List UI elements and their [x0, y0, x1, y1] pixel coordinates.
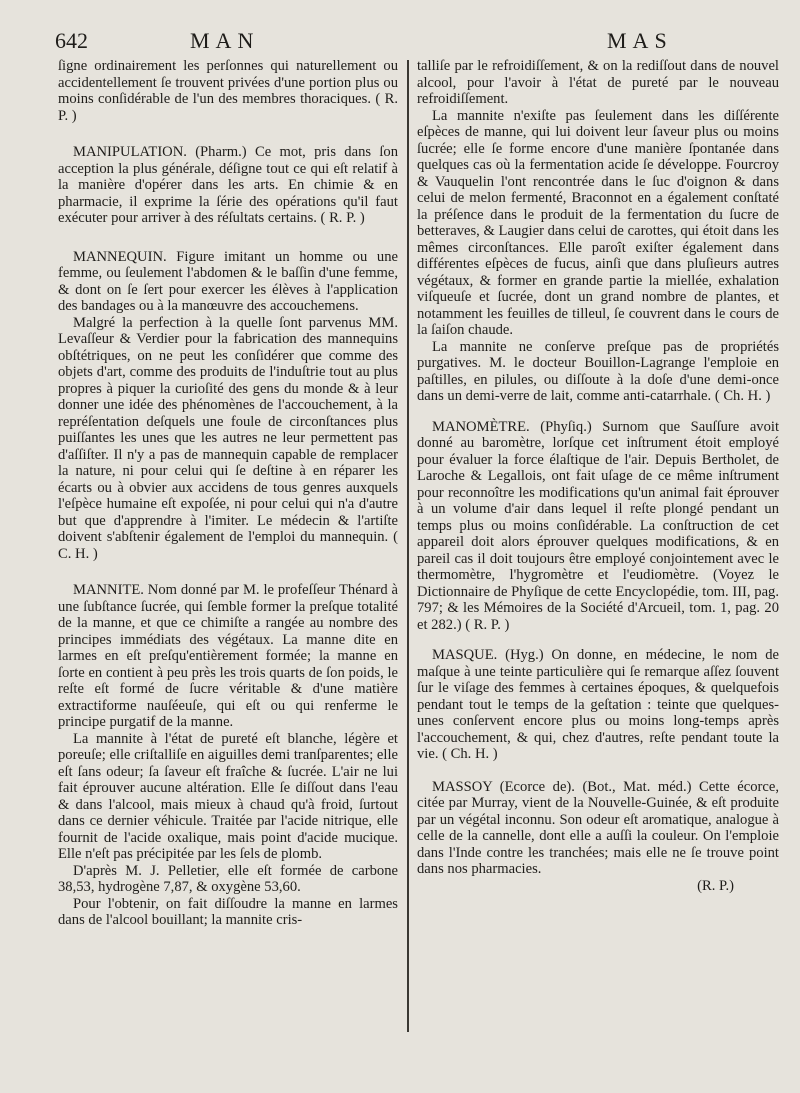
signature: (R. P.) [697, 877, 734, 894]
right-running-head: MAS [607, 28, 673, 53]
paragraph: Malgré la perfection à la quelle ſont parvenus MM. Levaſſeur & Verdier pour la fabrication des mannequins obſtétriques, on ne peut les conſidérer que comme des objets d'art, comme des produits de l'induſtrie tout au plus propres à piquer la curioſité des gens du monde & à leur donner une idée des phénomènes de l'accouchement, à la repréſentation deſquels une foule de circonſtances plus puiſſantes les unes que les autres ne leur permettent pas d'aſſiſter. Il n'y a pas de mannequin capable de remplacer la nature, ni pour celui qui ſe deſtine à en réparer les écarts ou à obvier aux accidens de tous genres auxquels l'eſpèce humaine eſt expoſée, ni pour celui qui n'a d'autre but que d'apprendre à l'imiter. Le médecin & l'artiſte doivent s'abſtenir également de l'emploi du mannequin. ( C. H. ) [58, 314, 398, 562]
entry-manometre: MANOMÈTRE. (Phyſiq.) Surnom que Sauſſure avoit donné au baromètre, lorſque cet inſtrument étoit employé pour évaluer la force élaſtique de l'air. Depuis Bertholet, de Laroche & Legallois, ont fait uſage de ce même inſtrument pour reconnoître les modifications qu'un animal fait éprouver à un volume d'air dans lequel il reſte plongé pendant un temps plus ou moins conſidérable. La conſtruction de cet appareil doit alors éprouver quelques modifications, & en pareil cas il doit toujours être employé conjointement avec le thermomètre, l'hygromètre et l'eudiomètre. (Voyez le Dictionnaire de Phyſique de cette Encyclopédie, tom. III, pag. 797; & les Mémoires de la Société d'Arcueil, tom. 1, pag. 20 et 282.) ( R. P. ) [417, 418, 779, 633]
page-number: 642 [55, 28, 88, 53]
entry-mannequin: MANNEQUIN. Figure imitant un homme ou une femme, ou ſeulement l'abdomen & le baſſin d'une femme, & dont on ſe ſert pour exercer les élèves à l'application des bandages ou à la manœuvre des accouchemens. [58, 248, 398, 314]
left-column [58, 58, 398, 929]
paragraph: La mannite à l'état de pureté eſt blanche, légère et poreuſe; elle criſtalliſe en aiguilles demi tranſparentes; elle eſt ſans odeur; ſa ſaveur eſt fraîche & ſucrée. L'air ne lui fait éprouver aucune altération. Elle ſe diſſout dans l'eau & dans l'alcool, mais mieux à chaud qu'à froid, ſurtout dans ce dernier véhicule. Traitée par l'acide nitrique, elle fournit de l'acide oxalique, mais point d'acide mucique. Elle n'eſt pas précipitée par les ſels de plomb. [58, 730, 398, 862]
paragraph: D'après M. J. Pelletier, elle eſt formée de carbone 38,53, hydrogène 7,87, & oxygène 53,60. [58, 862, 398, 895]
column-divider [407, 60, 409, 1032]
entry-massoy: MASSOY (Ecorce de). (Bot., Mat. méd.) Cette écorce, citée par Murray, vient de la Nouvelle-Guinée, & eſt produite par un végétal inconnu. Son odeur eſt aromatique, analogue à celle de la cannelle, dont elle a auſſi la couleur. On l'emploie dans l'Inde contre les tranchées; mais elle ne ſe trouve point dans nos pharmacies. [417, 778, 779, 877]
paragraph: ſigne ordinairement les perſonnes qui naturellement ou accidentellement ſe trouvent privées d'une portion plus ou moins conſidérable de l'un des membres thoraciques. ( R. P. ) [58, 58, 398, 124]
entry-manipulation: MANIPULATION. (Pharm.) Ce mot, pris dans ſon acception la plus générale, déſigne tout ce qui eſt relatif à la manière d'opérer dans les arts. En chimie & en pharmacie, il exprime la ſérie des opérations qu'il faut exécuter pour arriver à des réſultats certains. ( R. P. ) [58, 144, 398, 226]
paragraph: talliſe par le refroidiſſement, & on la rediſſout dans de nouvel alcool, pour l'avoir à l'état de pureté par le nouveau refroidiſſement. [417, 58, 779, 107]
entry-masque: MASQUE. (Hyg.) On donne, en médecine, le nom de maſque à une teinte particulière qui ſe remarque aſſez ſouvent ſur le viſage des femmes à certaines époques, & quelquefois pendant tout le temps de la geſtation : teinte que quelques-unes conſervent encore plus ou moins long-temps après l'accouchement, & qui, chez d'autres, reſte pendant toute la vie. ( Ch. H. ) [417, 647, 779, 762]
paragraph: La mannite n'exiſte pas ſeulement dans les diſſérente eſpèces de manne, qui lui doivent leur ſaveur plus ou moins ſucrée; elle ſe forme encore d'une manière ſpontanée dans quelques cas où la fermentation acide ſe développe. Fourcroy & Vauquelin l'ont rencontrée dans le ſuc d'oignon & dans celui de melon fermenté, Braconnot en a également conſtaté la préſence dans le produit de la fermentation du ſucre de betteraves, & Laugier dans celui de carottes, qui étoit dans les mêmes circonſtances. Elle paroît exiſter également dans différentes eſpèces de fucus, ainſi que dans pluſieurs autres végétaux, & former en grande partie la miellée, exhalation viſqueuſe et ſucrée, dont un grand nombre de plantes, et notamment les feuilles de tilleul, ſe couvrent dans le cours de la ſaiſon chaude. [417, 107, 779, 338]
entry-mannite: MANNITE. Nom donné par M. le profeſſeur Thénard à une ſubſtance ſucrée, qui ſemble former la preſque totalité de la manne, et que ce chimiſte a rangée au nombre des principes immédiats des végétaux. La manne dite en larmes en eſt preſqu'entièrement formée; la manne en ſorte en contient à peu près les trois quarts de ſon poids, le reſte eſt formé de ſucre véritable & d'une matière extractiforme nauſéeuſe, qui eſt ou qui renferme le principe purgatif de la manne. [58, 582, 398, 730]
running-header [55, 26, 780, 56]
left-running-head: MAN [190, 28, 260, 53]
paragraph: Pour l'obtenir, on fait diſſoudre la manne en larmes dans de l'alcool bouillant; la mannite cris- [58, 895, 398, 928]
right-column [417, 58, 779, 894]
paragraph: La mannite ne conſerve preſque pas de propriétés purgatives. M. le docteur Bouillon-Lagrange l'emploie en paſtilles, en pilules, ou diſſoute à la doſe d'une demi-once dans un demi-verre de lait, comme anti-catarrhale. ( Ch. H. ) [417, 338, 779, 404]
